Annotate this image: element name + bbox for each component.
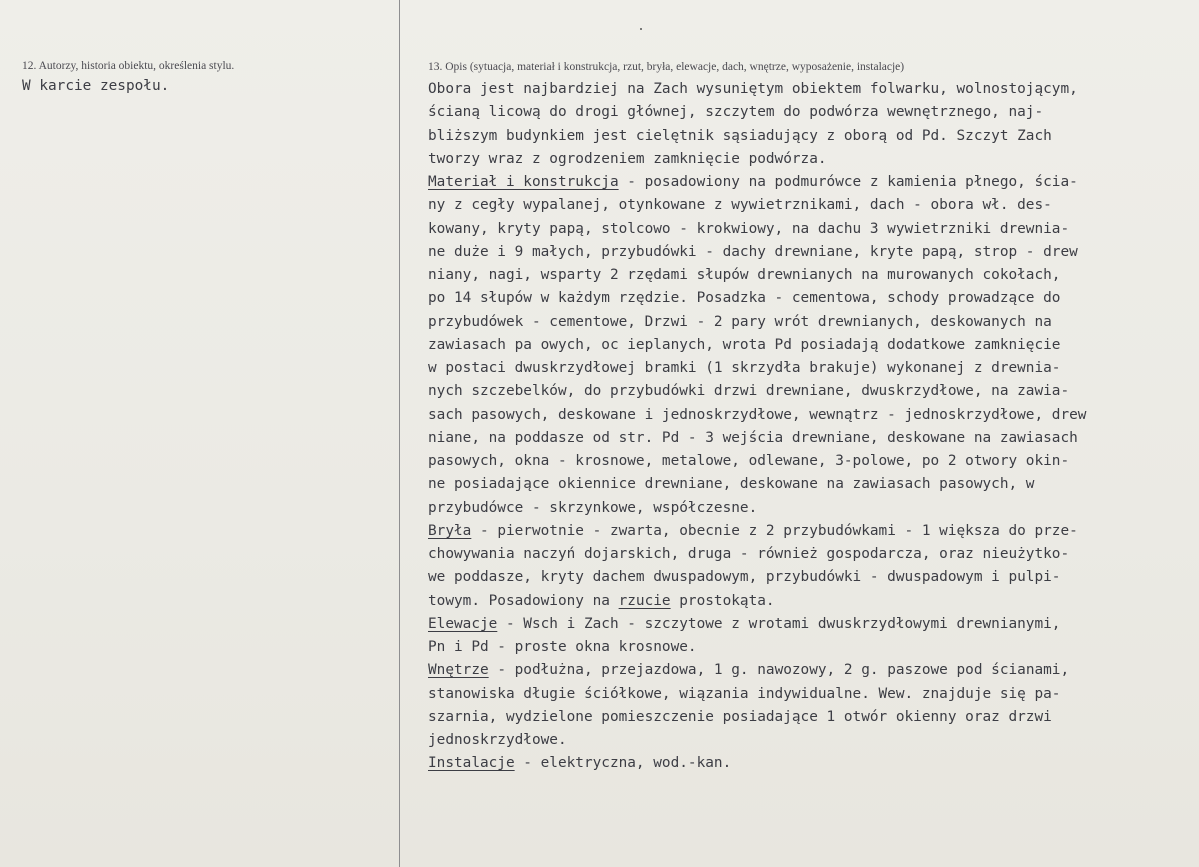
line-text: we poddasze, kryty dachem dwuspadowym, przybudówki - dwuspadowym i pulpi- (428, 569, 1061, 586)
section-12-heading: 12. Autorzy, historia obiektu, określenia stylu. (22, 60, 235, 72)
description-line (428, 706, 1086, 729)
description-line (428, 404, 1086, 427)
line-text: ne posiadające okiennice drewniane, deskowane na zawiasach pasowych, w (428, 476, 1035, 493)
description-line (428, 613, 1086, 636)
description-line (428, 148, 1086, 171)
description-line (428, 125, 1086, 148)
section-12-text: W karcie zespołu. (22, 78, 170, 94)
line-text: jednoskrzydłowe. (428, 732, 567, 748)
line-text: - posadowiony na podmurówce z kamienia płnego, ścia- (618, 174, 1078, 190)
line-text: w postaci dwuskrzydłowej bramki (1 skrzydła brakuje) wykonanej z drewnia- (428, 360, 1061, 376)
line-text: tworzy wraz z ogrodzeniem zamknięcie podwórza. (428, 150, 827, 167)
line-text: sach pasowych, deskowane i jednoskrzydłowe, wewnątrz - jednoskrzydłowe, drew (428, 406, 1087, 423)
description-line (428, 450, 1086, 473)
underlined-heading: Instalacje (428, 755, 515, 772)
underlined-heading: Wnętrze (428, 662, 489, 679)
description-line (428, 357, 1086, 380)
description-line (428, 194, 1086, 217)
line-text: stanowiska długie ściółkowe, wiązania indywidualne. Wew. znajduje się pa- (428, 685, 1061, 702)
description-line (428, 171, 1086, 194)
column-divider (399, 0, 400, 867)
underlined-heading: Elewacje (428, 615, 498, 632)
description-line (428, 427, 1086, 450)
description-line (428, 590, 1086, 613)
line-text: przybudówce - skrzynkowe, współczesne. (428, 499, 758, 516)
line-text: nych szczebelków, do przybudówki drzwi drewniane, dwuskrzydłowe, na zawia- (428, 383, 1070, 400)
description-line (428, 241, 1086, 264)
line-text: szarnia, wydzielone pomieszczenie posiadające 1 otwór okienny oraz drzwi (428, 708, 1052, 725)
line-text: przybudówek - cementowe, Drzwi - 2 pary wrót drewnianych, deskowanych na (428, 313, 1052, 330)
line-text: bliższym budynkiem jest cielętnik sąsiadujący z oborą od Pd. Szczyt Zach (428, 127, 1052, 144)
description-line (428, 264, 1086, 287)
underlined-heading: Materiał i konstrukcja (428, 174, 619, 190)
line-text: kowany, kryty papą, stolcowo - krokwiowy, na dachu 3 wywietrzniki drewnia- (428, 220, 1070, 237)
description-line (428, 334, 1086, 357)
line-text: ne duże i 9 małych, przybudówki - dachy drewniane, kryte papą, strop - drew (428, 243, 1078, 260)
line-text: Pn i Pd - proste okna krosnowe. (428, 639, 697, 655)
line-text: - Wsch i Zach - szczytowe z wrotami dwuskrzydłowymi drewnianymi, (497, 615, 1061, 632)
description-line (428, 287, 1086, 310)
description-line (428, 473, 1086, 496)
description-line (428, 101, 1086, 124)
description-line (428, 729, 1086, 752)
line-text: zawiasach pa owych, oc ieplanych, wrota Pd posiadają dodatkowe zamknięcie (428, 336, 1061, 353)
description-line (428, 380, 1086, 403)
line-text: niane, na poddasze od str. Pd - 3 wejścia drewniane, deskowane na zawiasach (428, 429, 1078, 446)
section-13-heading: 13. Opis (sytuacja, materiał i konstrukcja, rzut, bryła, elewacje, dach, wnętrze, wyposażenie, instalacje) (428, 61, 905, 73)
line-text: ny z cegły wypalanej, otynkowane z wywietrznikami, dach - obora wł. des- (428, 197, 1052, 214)
section-13-body (428, 78, 1086, 776)
line-text: Obora jest najbardziej na Zach wysuniętym obiektem folwarku, wolnostojącym, (428, 81, 1078, 97)
description-line (428, 520, 1086, 543)
underlined-heading: rzucie (618, 592, 671, 609)
line-text: pasowych, okna - krosnowe, metalowe, odlewane, 3-polowe, po 2 otwory okin- (428, 453, 1070, 469)
line-text: ścianą licową do drogi głównej, szczytem do podwórza wewnętrznego, naj- (428, 104, 1044, 121)
line-text: prostokąta. (670, 592, 775, 609)
line-text: niany, nagi, wsparty 2 rzędami słupów drewnianych na murowanych cokołach, (428, 267, 1061, 283)
line-text: towym. Posadowiony na (428, 592, 619, 609)
description-line (428, 566, 1086, 589)
description-line (428, 78, 1086, 101)
line-text: po 14 słupów w każdym rzędzie. Posadzka - cementowa, schody prowadzące do (428, 290, 1061, 307)
line-text: - elektryczna, wod.-kan. (514, 755, 732, 772)
description-line (428, 636, 1086, 659)
line-text: - podłużna, przejazdowa, 1 g. nawozowy, 2 g. paszowe pod ścianami, (488, 662, 1070, 679)
description-line (428, 311, 1086, 334)
underlined-heading: Bryła (428, 522, 472, 539)
ink-dot (640, 28, 642, 30)
description-line (428, 543, 1086, 566)
description-line (428, 659, 1086, 682)
line-text: - pierwotnie - zwarta, obecnie z 2 przybudówkami - 1 większa do prze- (471, 522, 1078, 539)
line-text: chowywania naczyń dojarskich, druga - również gospodarcza, oraz nieużytko- (428, 546, 1070, 562)
description-line (428, 218, 1086, 241)
description-line (428, 752, 1086, 775)
description-line (428, 497, 1086, 520)
description-line (428, 683, 1086, 706)
